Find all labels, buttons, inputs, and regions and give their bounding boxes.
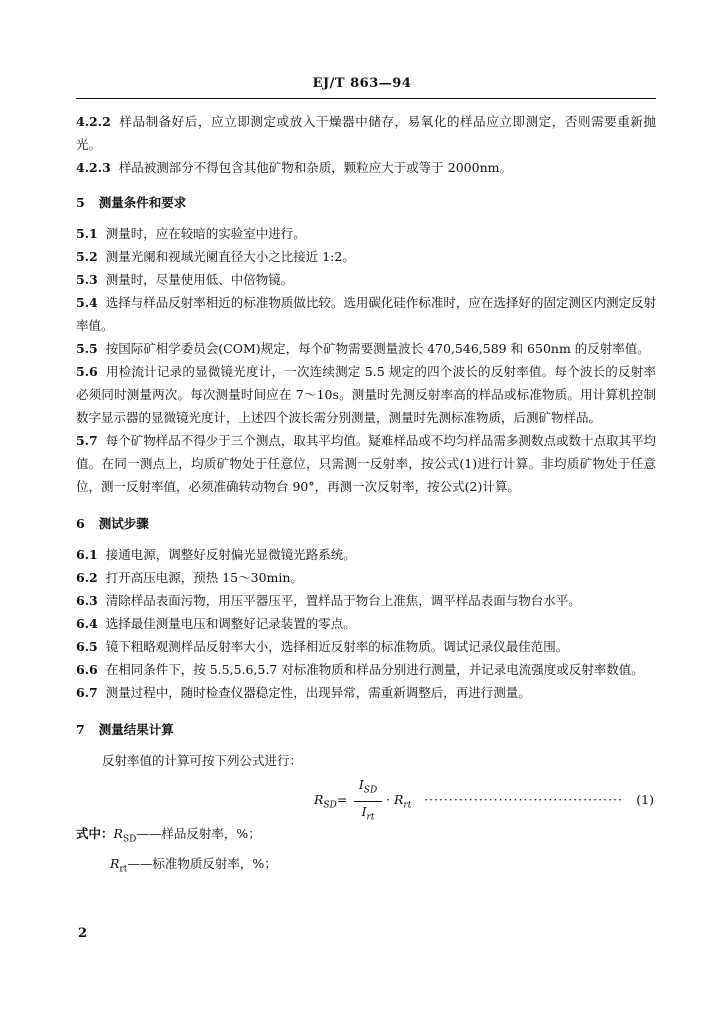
section-number: 6 — [76, 516, 85, 531]
clause-6-5 — [76, 635, 656, 658]
clause-text: 测量时，应在较暗的实验室中进行。 — [105, 226, 306, 241]
fraction-denominator — [354, 803, 382, 827]
formula-lhs — [314, 788, 347, 818]
header-divider — [76, 98, 656, 99]
clause-text: 镜下粗略观测样品反射率大小，选择相近反射率的标准物质。调试记录仪最佳范围。 — [105, 639, 569, 654]
clause-text: 用检流计记录的显微镜光度计，一次连续测定 5.5 规定的四个波长的反射率值。每个波长的反射率必须同时测量两次。每次测量时间应在 7～10s。测量时先测反射率高的样品或标准物质。用计算机控制数字显示器的显微镜光度计，上述四个波长需分别测量，测量时先测标准物质，后测矿物样品。 — [76, 364, 656, 425]
denominator-subscript: rt — [366, 812, 375, 822]
section-5-heading — [76, 191, 656, 214]
clause-6-4 — [76, 612, 656, 635]
clause-number: 4.2.3 — [76, 160, 111, 175]
where-symbol: R — [113, 826, 123, 841]
clause-5-1 — [76, 222, 656, 245]
section-title: 测量结果计算 — [98, 722, 174, 737]
clause-text: 选择与样品反射率相近的标准物质做比较。选用碳化硅作标准时，应在选择好的固定测区内测定反射率值。 — [76, 295, 656, 333]
clause-text: 每个矿物样品不得少于三个测点，取其平均值。疑难样品或不均匀样品需多测数点或数十点取其平均值。在同一测点上，均质矿物处于任意位，只需测一反射率，按公式(1)进行计算。非均质矿物处于任意位，测一反射率值，必须准确转动物台 90°，再测一次反射率，按公式(2)计算。 — [76, 433, 656, 494]
clause-number: 6.3 — [76, 593, 98, 608]
formula-equals: = — [336, 792, 348, 807]
clause-number: 5.3 — [76, 272, 98, 287]
dot-leader: ········································ — [424, 792, 623, 807]
formula-fraction — [354, 776, 382, 826]
where-description: 样品反射率，%； — [161, 826, 261, 841]
numerator-symbol: I — [358, 777, 364, 792]
clause-number: 5.4 — [76, 295, 98, 310]
page-number: 2 — [78, 926, 88, 941]
document-body — [76, 110, 656, 881]
clause-6-6 — [76, 658, 656, 681]
clause-5-6 — [76, 360, 656, 429]
formula-lhs-subscript: SD — [323, 800, 337, 811]
where-subscript: rt — [119, 864, 128, 874]
where-dash: —— — [136, 826, 162, 841]
clause-6-2 — [76, 566, 656, 589]
clause-text: 测量时，尽量使用低、中倍物镜。 — [105, 272, 294, 287]
clause-text: 接通电源，调整好反射偏光显微镜光路系统。 — [105, 547, 356, 562]
numerator-subscript: SD — [363, 785, 378, 796]
formula-rhs-subscript: rt — [403, 800, 412, 811]
section-title: 测试步骤 — [98, 516, 149, 531]
formula-rhs-symbol: R — [393, 792, 404, 807]
where-line-2 — [110, 852, 656, 882]
clause-text: 样品制备好后，应立即测定或放入干燥器中储存，易氧化的样品应立即测定，否则需要重新抛光。 — [76, 114, 656, 152]
formula-lhs-symbol: R — [314, 792, 324, 807]
section-title: 测量条件和要求 — [98, 195, 187, 210]
clause-6-3 — [76, 589, 656, 612]
clause-text: 打开高压电源，预热 15～30min。 — [105, 570, 303, 585]
clause-number: 5.6 — [76, 364, 98, 379]
clause-text: 在相同条件下，按 5.5,5.6,5.7 对标准物质和样品分别进行测量，并记录电流强度或反射率数值。 — [105, 662, 644, 677]
clause-5-3 — [76, 268, 656, 291]
clause-5-5 — [76, 337, 656, 360]
clause-number: 5.1 — [76, 226, 98, 241]
clause-5-4 — [76, 291, 656, 337]
equation-number: (1) — [636, 792, 654, 807]
section-6-heading — [76, 512, 656, 535]
where-prefix: 式中： — [76, 826, 114, 841]
clause-number: 6.6 — [76, 662, 98, 677]
clause-number: 6.5 — [76, 639, 98, 654]
clause-number: 5.5 — [76, 341, 98, 356]
section-number: 5 — [76, 195, 85, 210]
where-description: 标准物质反射率，%； — [152, 855, 277, 871]
clause-4-2-2 — [76, 110, 656, 156]
clause-6-7 — [76, 681, 656, 704]
section-number: 7 — [76, 722, 85, 737]
fraction-numerator — [354, 776, 382, 800]
standard-code-header: EJ/T 863—94 — [312, 76, 412, 91]
formula-intro: 反射率值的计算可按下列公式进行： — [102, 753, 303, 768]
clause-number: 6.1 — [76, 547, 98, 562]
clause-text: 样品被测部分不得包含其他矿物和杂质，颗粒应大于或等于 2000nm。 — [118, 160, 512, 175]
where-subscript: SD — [122, 834, 137, 845]
clause-text: 清除样品表面污物，用压平器压平，置样品于物台上准焦，调平样品表面与物台水平。 — [105, 593, 581, 608]
clause-6-1 — [76, 543, 656, 566]
formula-operator: · — [386, 792, 390, 807]
clause-text: 测量过程中，随时检查仪器稳定性，出现异常，需重新调整后，再进行测量。 — [105, 685, 531, 700]
where-line-1 — [76, 822, 656, 852]
clause-4-2-3 — [76, 156, 656, 179]
clause-number: 6.2 — [76, 570, 98, 585]
clause-text: 选择最佳测量电压和调整好记录装置的零点。 — [105, 616, 356, 631]
clause-number: 6.7 — [76, 685, 98, 700]
clause-number: 5.7 — [76, 433, 98, 448]
fraction-bar — [354, 801, 382, 802]
clause-text: 测量光阑和视域光阑直径大小之比接近 1:2。 — [105, 249, 355, 264]
where-dash: —— — [127, 855, 153, 871]
denominator-symbol: I — [361, 803, 367, 819]
clause-number: 4.2.2 — [76, 114, 111, 129]
clause-5-2 — [76, 245, 656, 268]
formula-rhs — [386, 788, 411, 818]
clause-number: 6.4 — [76, 616, 98, 631]
formula-1 — [76, 776, 656, 822]
section-7-heading — [76, 718, 656, 741]
clause-text: 按国际矿相学委员会(COM)规定，每个矿物需要测量波长 470,546,589 和 650nm 的反射率值。 — [105, 341, 650, 356]
where-symbol: R — [110, 855, 120, 871]
clause-5-7 — [76, 429, 656, 498]
clause-number: 5.2 — [76, 249, 98, 264]
